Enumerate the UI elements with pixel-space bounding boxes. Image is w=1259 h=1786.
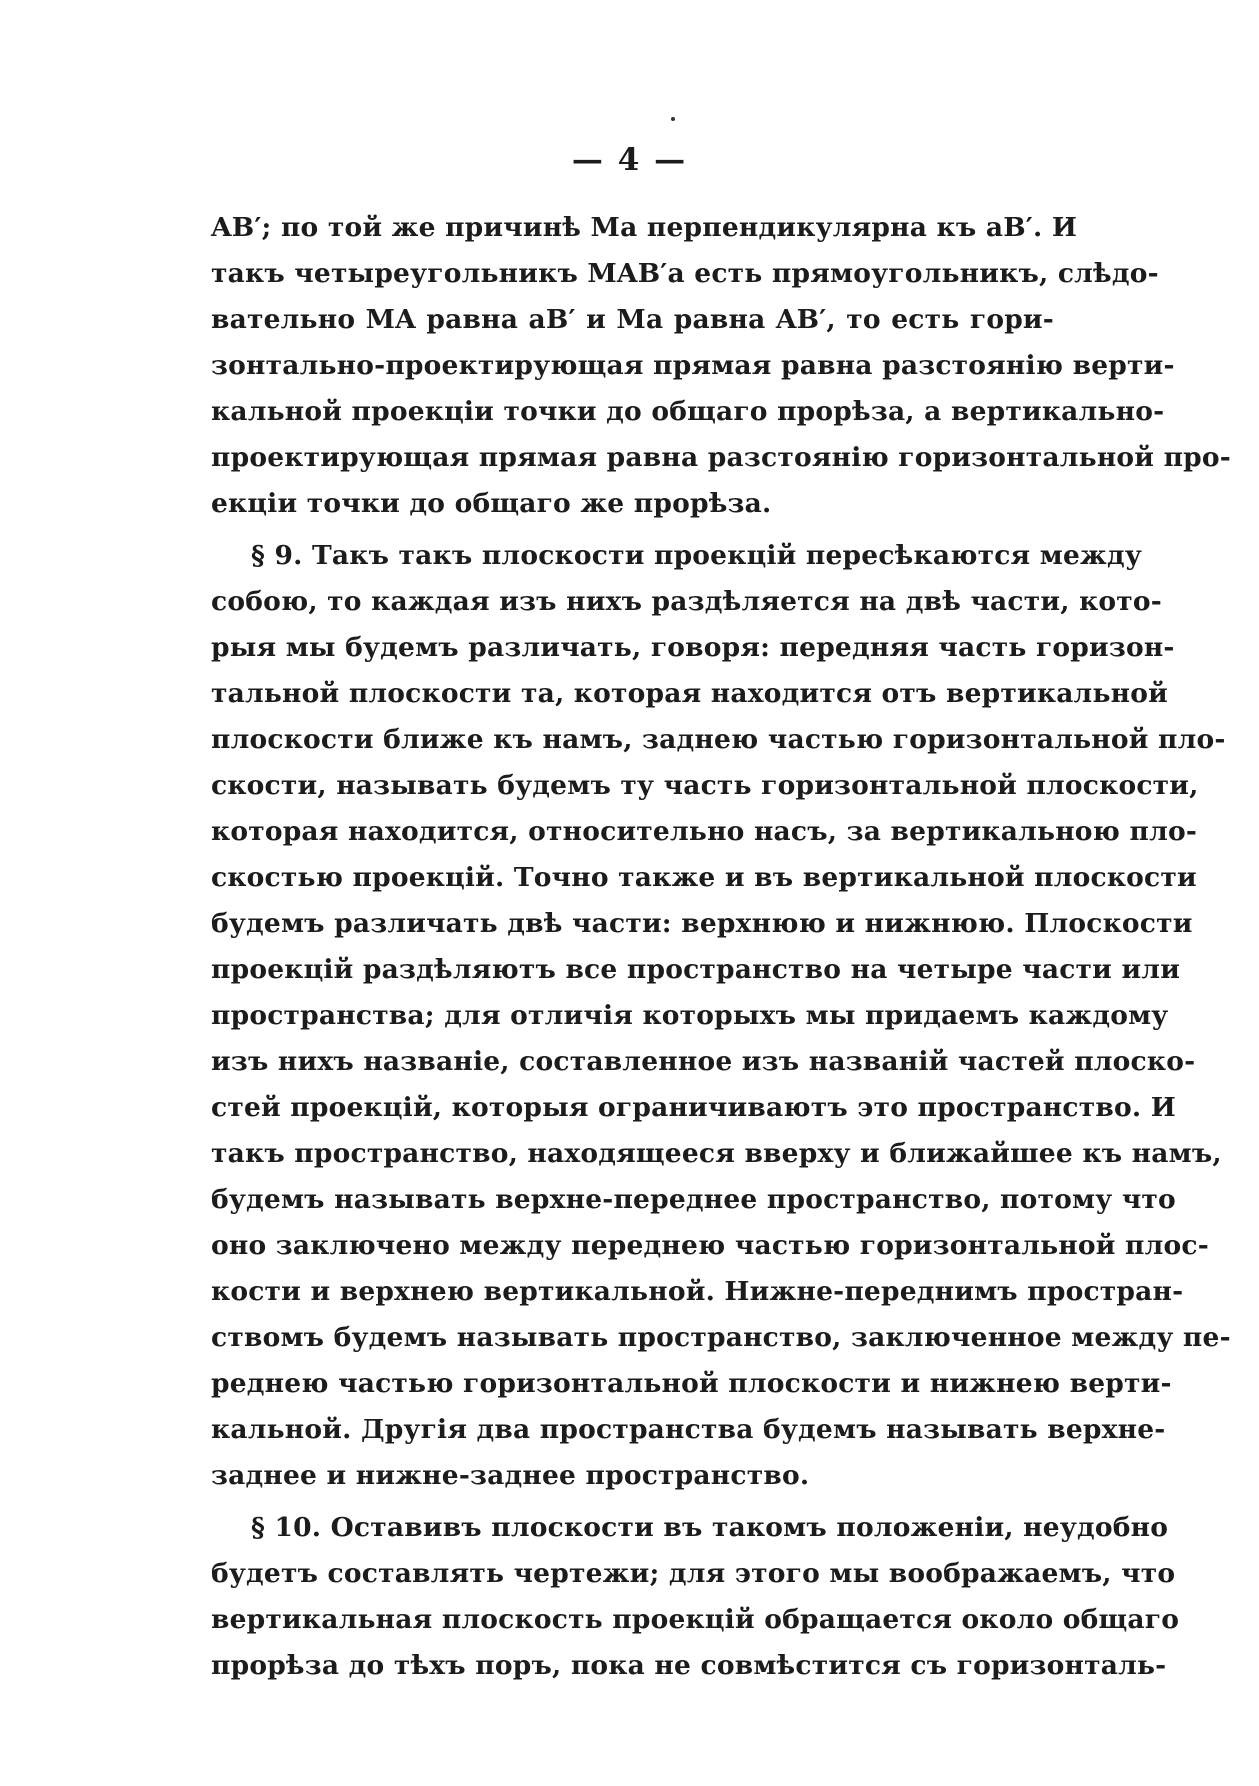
text-line: скости, называть будемъ ту часть горизонтальной плоскости,: [211, 770, 1199, 801]
text-line: которая находится, относительно насъ, за вертикальною пло-: [211, 816, 1198, 847]
text-line: AB′; по той же причинѣ Ma перпендикулярна къ aB′. И: [211, 212, 1078, 243]
text-line: будемъ различать двѣ части: верхнюю и нижнюю. Плоскости: [211, 908, 1193, 939]
text-line: будемъ называть верхне-переднее пространство, потому что: [211, 1184, 1176, 1215]
text-line: тальной плоскости та, которая находится отъ вертикальной: [211, 678, 1168, 709]
text-line: зонтально-проектирующая прямая равна разстоянію верти-: [211, 350, 1175, 381]
text-line: оно заключено между переднею частью горизонтальной плос-: [211, 1230, 1209, 1261]
text-line: заднее и нижне-заднее пространство.: [211, 1460, 810, 1491]
text-line: екціи точки до общаго же прорѣза.: [211, 488, 772, 519]
text-line: плоскости ближе къ намъ, заднею частью горизонтальной пло-: [211, 724, 1226, 755]
text-line: будетъ составлять чертежи; для этого мы воображаемъ, что: [211, 1558, 1176, 1589]
text-line: проекцій раздѣляютъ все пространство на четыре части или: [211, 954, 1181, 985]
paragraph-10-start: § 10. Оставивъ плоскости въ такомъ положеніи, неудобно: [251, 1512, 1169, 1543]
text-line: кальной. Другія два пространства будемъ называть верхне-: [211, 1414, 1166, 1445]
text-line: скостью проекцій. Точно также и въ вертикальной плоскости: [211, 862, 1197, 893]
text-line: кости и верхнею вертикальной. Нижне-переднимъ простран-: [211, 1276, 1184, 1307]
text-line: такъ пространство, находящееся вверху и ближайшее къ намъ,: [211, 1138, 1222, 1169]
text-line: такъ четыреугольникъ MAB′a есть прямоугольникъ, слѣдо-: [211, 258, 1159, 289]
body-text: [211, 205, 1231, 1689]
text-line: изъ нихъ названіе, составленное изъ названій частей плоско-: [211, 1046, 1196, 1077]
paragraph-9-start: § 9. Такъ такъ плоскости проекцій пересѣкаются между: [251, 540, 1143, 571]
text-line: реднею частью горизонтальной плоскости и нижнею верти-: [211, 1368, 1172, 1399]
text-line: вертикальная плоскость проекцій обращается около общаго: [211, 1604, 1180, 1635]
text-line: ствомъ будемъ называть пространство, заключенное между пе-: [211, 1322, 1231, 1353]
text-line: собою, то каждая изъ нихъ раздѣляется на двѣ части, кото-: [211, 586, 1162, 617]
text-line: вательно MA равна aB′ и Ma равна AB′, то есть гори-: [211, 304, 1054, 335]
page-number: — 4 —: [571, 142, 688, 178]
text-line: прорѣза до тѣхъ поръ, пока не совмѣстится съ горизонталь-: [211, 1650, 1167, 1681]
text-line: кальной проекціи точки до общаго прорѣза, а вертикально-: [211, 396, 1165, 427]
text-line: пространства; для отличія которыхъ мы придаемъ каждому: [211, 1000, 1169, 1031]
print-speck: [671, 117, 675, 121]
text-line: стей проекцій, которыя ограничиваютъ это пространство. И: [211, 1092, 1176, 1123]
text-line: рыя мы будемъ различать, говоря: передняя часть горизон-: [211, 632, 1175, 663]
text-line: проектирующая прямая равна разстоянію горизонтальной про-: [211, 442, 1231, 473]
